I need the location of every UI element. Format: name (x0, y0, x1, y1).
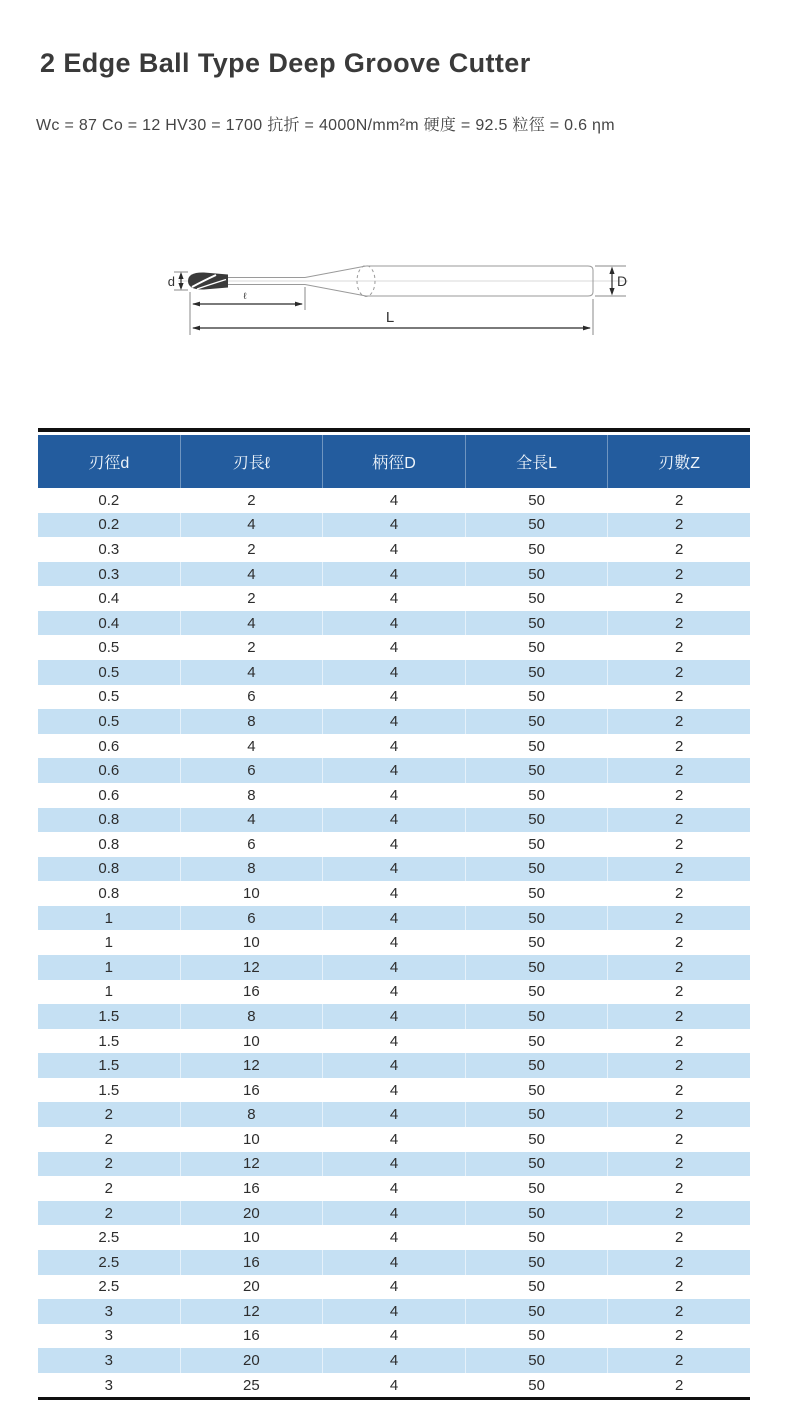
table-row (38, 1152, 750, 1177)
table-cell: 4 (181, 734, 324, 759)
table-cell: 50 (466, 734, 609, 759)
table-cell: 1 (38, 906, 181, 931)
table-cell: 16 (181, 1176, 324, 1201)
table-row (38, 1348, 750, 1373)
table-cell: 50 (466, 513, 609, 538)
header-cell-blade-length: 刃長ℓ (181, 435, 324, 488)
table-cell: 2 (675, 1278, 684, 1296)
table-row (38, 685, 750, 710)
table-cell: 0.6 (38, 758, 181, 783)
table-cell: 6 (181, 832, 324, 857)
table-cell: 2 (675, 1229, 684, 1247)
table-row (38, 930, 750, 955)
table-row (38, 1078, 750, 1103)
table-cell: 4 (323, 611, 466, 636)
table-cell: 50 (466, 660, 609, 685)
table-cell: 50 (466, 955, 609, 980)
table-cell: 2.5 (38, 1250, 181, 1275)
table-cell: 50 (466, 1078, 609, 1103)
table-cell: 4 (181, 562, 324, 587)
table-cell: 4 (323, 980, 466, 1005)
tip-diameter-label: d (167, 274, 175, 289)
table-row (38, 980, 750, 1005)
table-cell: 2.5 (38, 1225, 181, 1250)
table-cell: 2 (675, 1302, 684, 1320)
table-cell: 4 (323, 1127, 466, 1152)
table-cell: 1.5 (38, 1029, 181, 1054)
tool-diagram (148, 241, 648, 351)
header-cell-overall-length: 全長L (466, 435, 609, 488)
table-header-row (38, 435, 750, 488)
material-spec-line: Wc = 87 Co = 12 HV30 = 1700 抗折 = 4000N/mm²m 硬度 = 92.5 粒徑 = 0.6 ηm (36, 117, 615, 134)
table-cell: 2 (675, 1130, 684, 1148)
table-cell: 1 (38, 980, 181, 1005)
table-cell: 6 (181, 758, 324, 783)
table-cell: 2 (675, 1106, 684, 1124)
table-cell: 2 (675, 1253, 684, 1271)
table-row (38, 611, 750, 636)
table-cell: 4 (323, 1102, 466, 1127)
table-cell: 20 (181, 1348, 324, 1373)
table-cell: 50 (466, 808, 609, 833)
table-row (38, 1201, 750, 1226)
table-row (38, 955, 750, 980)
table-cell: 50 (466, 488, 609, 513)
table-cell: 50 (466, 635, 609, 660)
table-cell: 4 (323, 685, 466, 710)
table-cell: 2 (675, 1007, 684, 1025)
table-cell: 2 (675, 1081, 684, 1099)
table-cell: 4 (181, 513, 324, 538)
table-cell: 4 (323, 1348, 466, 1373)
table-row (38, 1029, 750, 1054)
table-cell: 50 (466, 1225, 609, 1250)
table-cell: 50 (466, 783, 609, 808)
table-cell: 16 (181, 1250, 324, 1275)
table-cell: 4 (323, 881, 466, 906)
table-cell: 0.3 (38, 562, 181, 587)
table-cell: 2 (181, 586, 324, 611)
table-cell: 4 (323, 1176, 466, 1201)
table-cell: 2 (675, 934, 684, 952)
table-cell: 10 (181, 1029, 324, 1054)
spec-table-body (38, 488, 750, 1397)
table-cell: 0.4 (38, 611, 181, 636)
table-cell: 2 (675, 958, 684, 976)
table-cell: 4 (323, 930, 466, 955)
table-cell: 4 (323, 783, 466, 808)
table-cell: 2 (675, 786, 684, 804)
table-cell: 0.5 (38, 660, 181, 685)
table-row (38, 1324, 750, 1349)
table-row (38, 1299, 750, 1324)
table-cell: 10 (181, 930, 324, 955)
table-cell: 0.6 (38, 734, 181, 759)
table-cell: 4 (323, 488, 466, 513)
table-row (38, 1102, 750, 1127)
table-cell: 3 (38, 1299, 181, 1324)
table-cell: 3 (38, 1324, 181, 1349)
table-cell: 4 (323, 955, 466, 980)
table-cell: 8 (181, 1004, 324, 1029)
table-cell: 50 (466, 1373, 609, 1398)
table-cell: 0.5 (38, 709, 181, 734)
table-cell: 4 (181, 611, 324, 636)
table-row (38, 513, 750, 538)
table-cell: 0.5 (38, 635, 181, 660)
header-cell-edge-count: 刃數Z (658, 455, 701, 472)
table-cell: 4 (181, 660, 324, 685)
table-cell: 2 (675, 1376, 684, 1394)
table-cell: 50 (466, 611, 609, 636)
table-cell: 4 (181, 808, 324, 833)
header-cell-shank-diameter: 柄徑D (323, 435, 466, 488)
table-cell: 4 (323, 1250, 466, 1275)
shank-diameter-label: D (617, 273, 628, 289)
table-cell: 3 (38, 1348, 181, 1373)
table-cell: 8 (181, 1102, 324, 1127)
table-cell: 2 (675, 1155, 684, 1173)
table-cell: 4 (323, 1324, 466, 1349)
table-cell: 0.8 (38, 881, 181, 906)
table-cell: 2 (675, 688, 684, 706)
table-cell: 4 (323, 734, 466, 759)
table-cell: 2 (675, 614, 684, 632)
table-row (38, 1373, 750, 1398)
table-cell: 6 (181, 906, 324, 931)
table-row (38, 709, 750, 734)
table-cell: 2 (675, 1032, 684, 1050)
table-cell: 0.5 (38, 685, 181, 710)
table-cell: 2 (38, 1102, 181, 1127)
table-row (38, 660, 750, 685)
table-cell: 4 (323, 808, 466, 833)
table-cell: 4 (323, 1299, 466, 1324)
spec-table (38, 428, 750, 1400)
table-cell: 0.2 (38, 513, 181, 538)
table-cell: 10 (181, 881, 324, 906)
table-cell: 2 (181, 488, 324, 513)
table-cell: 2 (675, 737, 684, 755)
table-cell: 50 (466, 586, 609, 611)
table-cell: 2 (675, 590, 684, 608)
table-cell: 2 (675, 983, 684, 1001)
table-bottom-rule (38, 1397, 750, 1400)
table-row (38, 537, 750, 562)
table-cell: 50 (466, 1250, 609, 1275)
table-cell: 50 (466, 1348, 609, 1373)
table-row (38, 857, 750, 882)
table-cell: 2 (675, 1352, 684, 1370)
page-title: 2 Edge Ball Type Deep Groove Cutter (40, 48, 531, 78)
table-cell: 4 (323, 1225, 466, 1250)
table-cell: 50 (466, 685, 609, 710)
table-cell: 0.2 (38, 488, 181, 513)
table-cell: 2 (38, 1201, 181, 1226)
table-cell: 50 (466, 709, 609, 734)
table-cell: 2 (675, 1179, 684, 1197)
table-cell: 50 (466, 1299, 609, 1324)
table-cell: 2.5 (38, 1275, 181, 1300)
table-cell: 16 (181, 980, 324, 1005)
cutter-tip (188, 272, 228, 289)
table-cell: 50 (466, 1053, 609, 1078)
table-cell: 4 (323, 513, 466, 538)
table-cell: 4 (323, 1029, 466, 1054)
table-cell: 2 (675, 663, 684, 681)
table-cell: 10 (181, 1127, 324, 1152)
table-cell: 4 (323, 1373, 466, 1398)
table-cell: 50 (466, 1176, 609, 1201)
table-cell: 4 (323, 1004, 466, 1029)
table-cell: 2 (675, 811, 684, 829)
table-row (38, 906, 750, 931)
table-cell: 1.5 (38, 1078, 181, 1103)
table-row (38, 586, 750, 611)
table-cell: 2 (675, 1327, 684, 1345)
table-cell: 4 (323, 1078, 466, 1103)
flute-length-label: ℓ (243, 291, 247, 301)
table-row (38, 635, 750, 660)
table-row (38, 562, 750, 587)
table-cell: 10 (181, 1225, 324, 1250)
table-cell: 50 (466, 980, 609, 1005)
table-cell: 1.5 (38, 1004, 181, 1029)
table-cell: 1 (38, 955, 181, 980)
table-cell: 50 (466, 1324, 609, 1349)
table-cell: 50 (466, 881, 609, 906)
table-row (38, 758, 750, 783)
table-cell: 4 (323, 906, 466, 931)
table-cell: 50 (466, 1275, 609, 1300)
overall-length-label: L (385, 309, 395, 326)
table-cell: 2 (675, 1204, 684, 1222)
table-cell: 2 (675, 835, 684, 853)
table-cell: 2 (675, 639, 684, 657)
table-cell: 0.4 (38, 586, 181, 611)
table-row (38, 1004, 750, 1029)
table-cell: 16 (181, 1324, 324, 1349)
table-cell: 2 (675, 885, 684, 903)
table-row (38, 783, 750, 808)
table-cell: 50 (466, 1102, 609, 1127)
table-cell: 50 (466, 1029, 609, 1054)
table-cell: 2 (675, 516, 684, 534)
table-cell: 4 (323, 586, 466, 611)
table-cell: 2 (38, 1152, 181, 1177)
table-cell: 50 (466, 1152, 609, 1177)
table-cell: 2 (675, 1057, 684, 1075)
table-cell: 50 (466, 832, 609, 857)
table-cell: 2 (181, 537, 324, 562)
table-cell: 50 (466, 906, 609, 931)
table-cell: 0.8 (38, 857, 181, 882)
table-cell: 25 (181, 1373, 324, 1398)
table-cell: 2 (675, 860, 684, 878)
table-cell: 2 (181, 635, 324, 660)
table-cell: 2 (38, 1176, 181, 1201)
table-cell: 8 (181, 783, 324, 808)
table-row (38, 1053, 750, 1078)
table-cell: 4 (323, 635, 466, 660)
table-cell: 6 (181, 685, 324, 710)
table-cell: 12 (181, 1152, 324, 1177)
table-row (38, 832, 750, 857)
table-cell: 2 (675, 712, 684, 730)
table-row (38, 1275, 750, 1300)
table-row (38, 1250, 750, 1275)
table-cell: 4 (323, 832, 466, 857)
table-cell: 50 (466, 857, 609, 882)
table-row (38, 881, 750, 906)
table-cell: 0.8 (38, 808, 181, 833)
table-cell: 4 (323, 857, 466, 882)
table-cell: 0.8 (38, 832, 181, 857)
table-cell: 0.3 (38, 537, 181, 562)
table-row (38, 1127, 750, 1152)
table-cell: 3 (38, 1373, 181, 1398)
table-cell: 50 (466, 562, 609, 587)
table-cell: 20 (181, 1201, 324, 1226)
table-cell: 2 (675, 762, 684, 780)
table-top-rule (38, 428, 750, 432)
table-cell: 1.5 (38, 1053, 181, 1078)
table-cell: 16 (181, 1078, 324, 1103)
table-row (38, 488, 750, 513)
table-cell: 50 (466, 758, 609, 783)
table-row (38, 1176, 750, 1201)
table-row (38, 734, 750, 759)
table-cell: 4 (323, 1152, 466, 1177)
table-cell: 0.6 (38, 783, 181, 808)
table-cell: 1 (38, 930, 181, 955)
table-cell: 12 (181, 955, 324, 980)
table-cell: 4 (323, 1201, 466, 1226)
table-cell: 4 (323, 537, 466, 562)
table-cell: 12 (181, 1053, 324, 1078)
table-cell: 50 (466, 1201, 609, 1226)
table-cell: 50 (466, 930, 609, 955)
table-cell: 20 (181, 1275, 324, 1300)
table-cell: 2 (38, 1127, 181, 1152)
table-cell: 50 (466, 1004, 609, 1029)
table-cell: 4 (323, 562, 466, 587)
table-cell: 4 (323, 1275, 466, 1300)
table-cell: 4 (323, 1053, 466, 1078)
table-cell: 50 (466, 1127, 609, 1152)
table-cell: 2 (675, 540, 684, 558)
table-cell: 4 (323, 758, 466, 783)
table-cell: 2 (675, 565, 684, 583)
table-row (38, 808, 750, 833)
table-row (38, 1225, 750, 1250)
flute-length-dimension (192, 291, 303, 306)
overall-length-dimension (192, 309, 591, 330)
table-cell: 12 (181, 1299, 324, 1324)
table-cell: 50 (466, 537, 609, 562)
table-cell: 4 (323, 660, 466, 685)
header-cell-blade-diameter: 刃徑d (38, 435, 181, 488)
table-cell: 8 (181, 709, 324, 734)
table-cell: 4 (323, 709, 466, 734)
table-cell: 2 (675, 909, 684, 927)
table-cell: 8 (181, 857, 324, 882)
table-cell: 2 (675, 491, 684, 509)
